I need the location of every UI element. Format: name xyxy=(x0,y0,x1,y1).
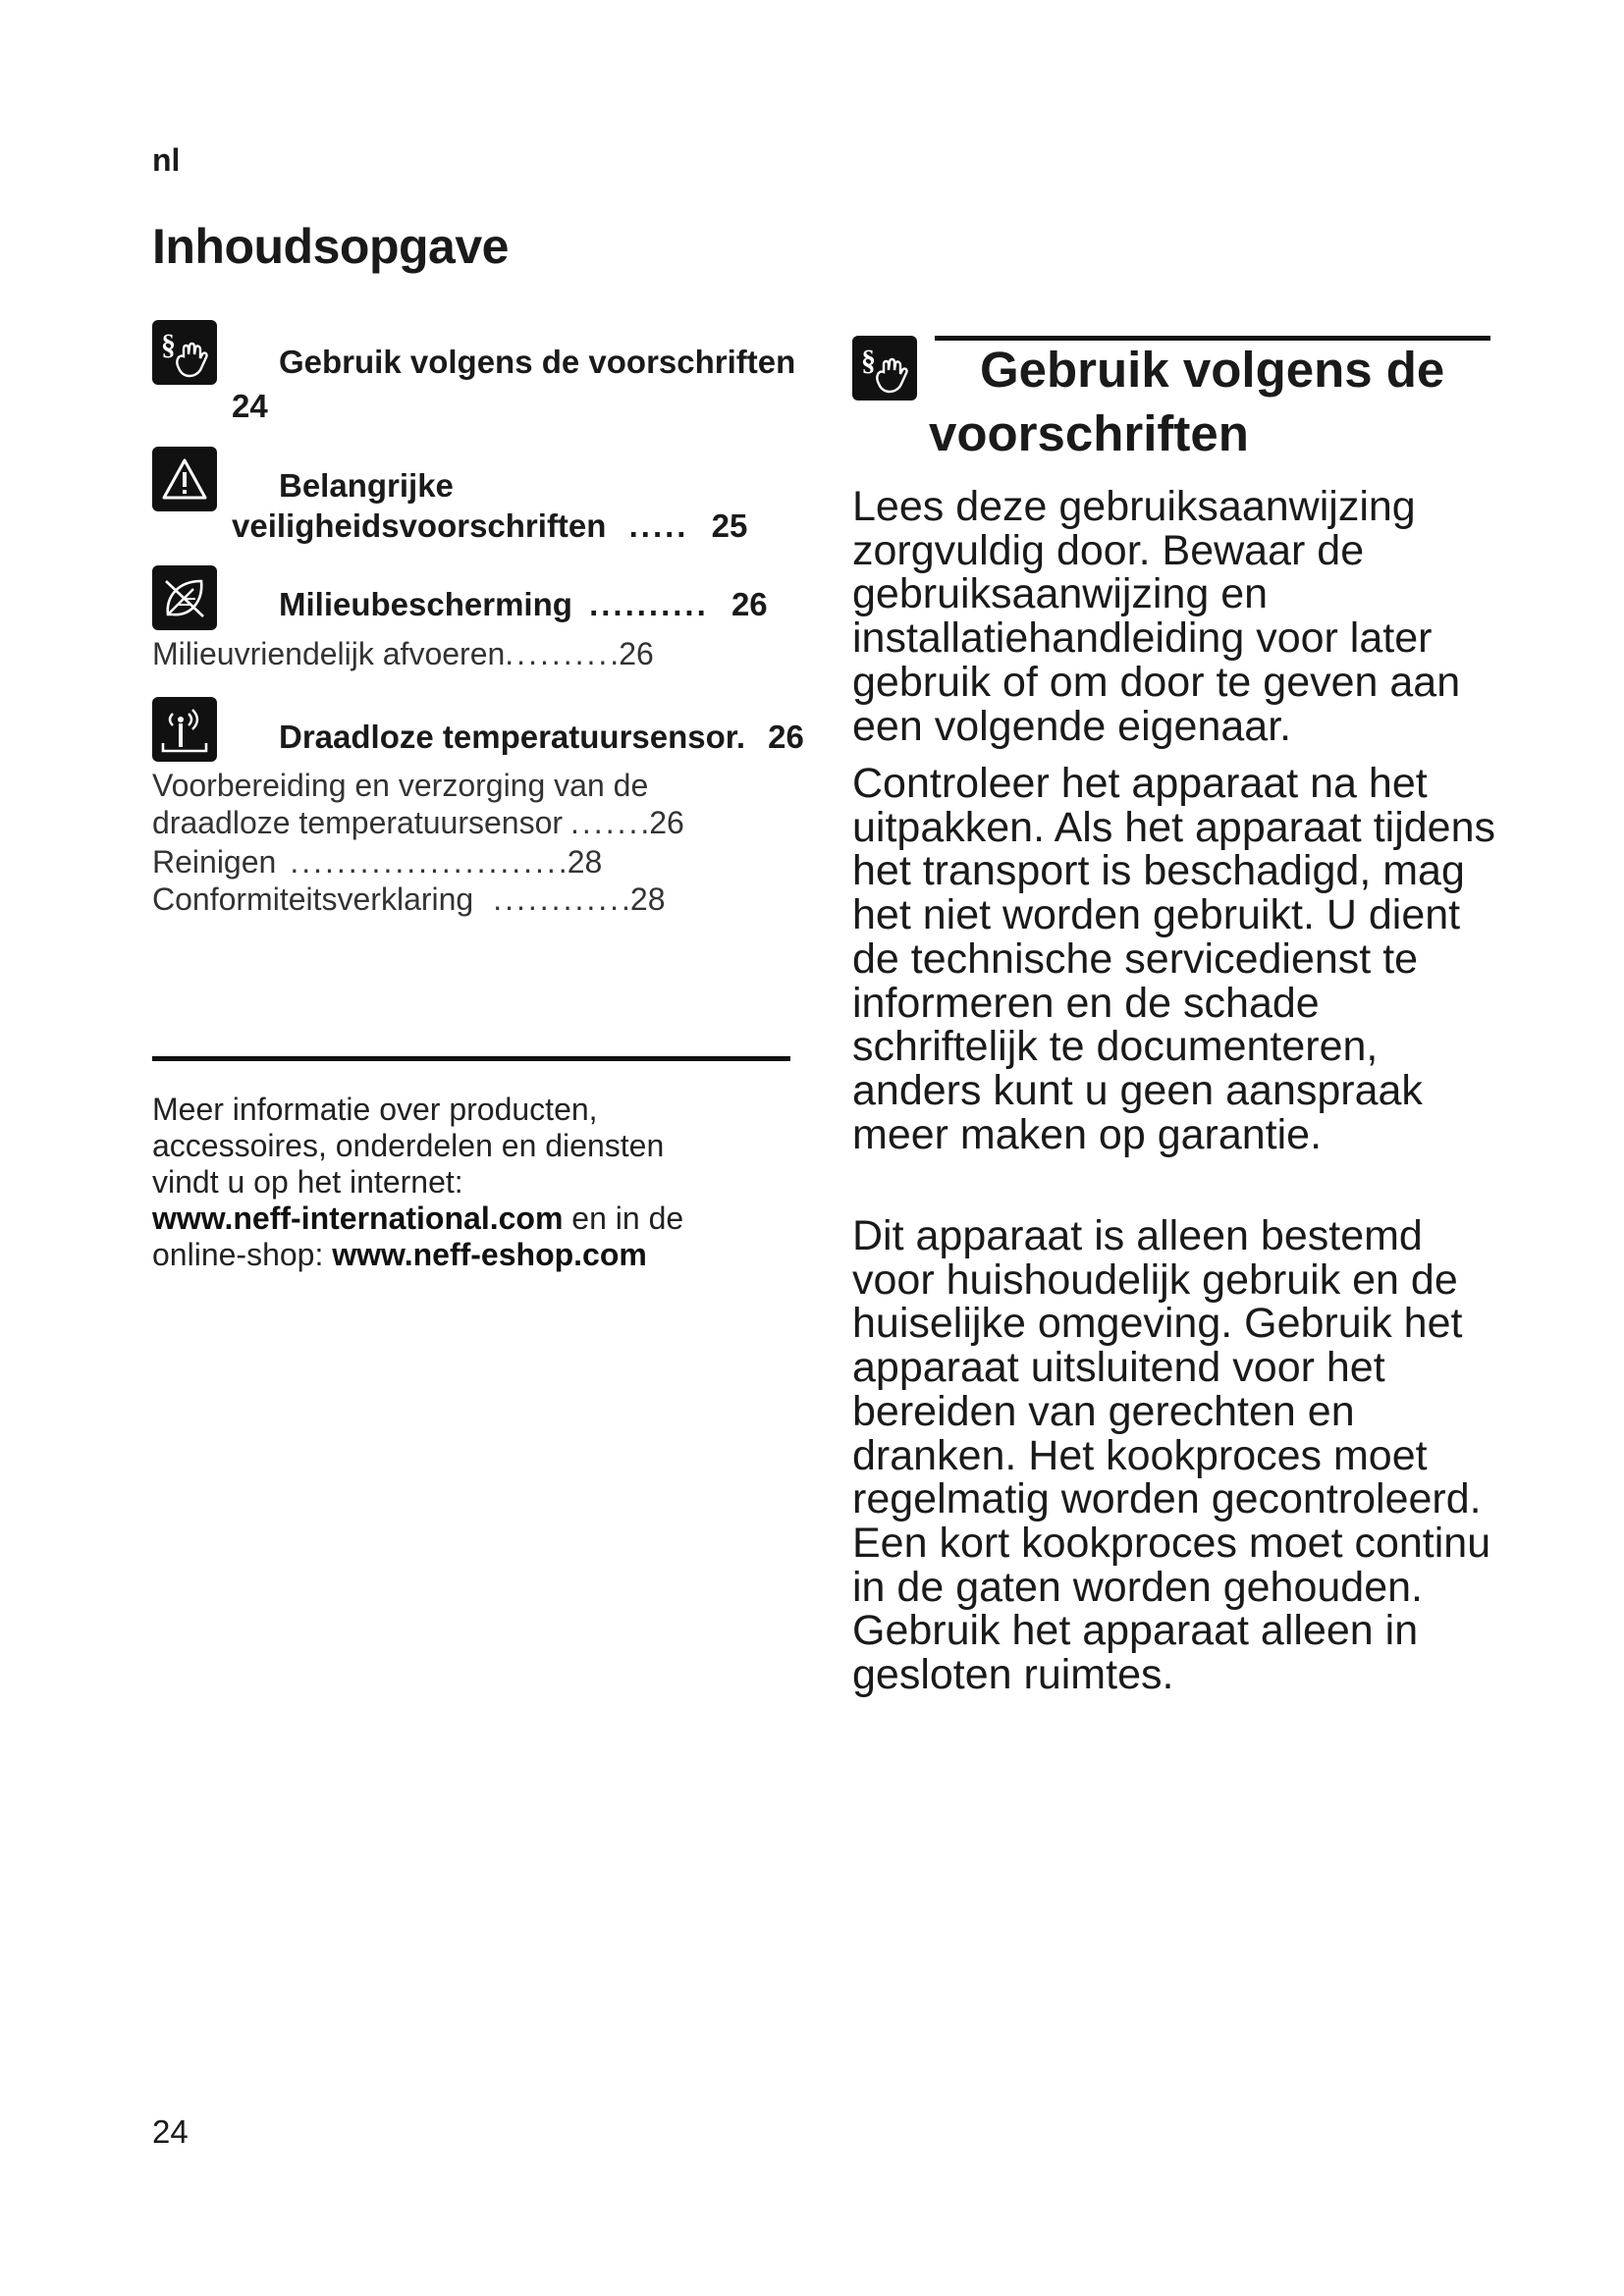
toc-entry-page: 26 xyxy=(768,719,804,755)
toc-entry-label: Draadloze temperatuursensor. xyxy=(279,719,745,755)
divider xyxy=(152,1056,790,1061)
language-code: nl xyxy=(152,142,181,178)
shop-link[interactable]: www.neff-eshop.com xyxy=(332,1237,647,1272)
toc-subentry-label: Reinigen xyxy=(152,844,277,880)
toc-subentry[interactable] xyxy=(152,881,666,918)
toc-leader: .......... xyxy=(589,586,709,622)
toc-subentry-page: .26 xyxy=(640,805,684,840)
toc-subentry-label: Conformiteitsverklaring xyxy=(152,881,474,917)
toc-subentry[interactable] xyxy=(152,844,602,881)
warning-triangle-icon xyxy=(152,447,217,511)
toc-subentry-line1[interactable]: Voorbereiding en verzorging van de xyxy=(152,768,649,803)
toc-subentry-page: .26 xyxy=(610,636,654,671)
toc-subentry-page: .28 xyxy=(558,844,603,880)
wireless-sensor-icon xyxy=(152,697,217,762)
toc-entry-title-line2[interactable] xyxy=(232,507,747,545)
info-line: Meer informatie over producten, xyxy=(152,1092,598,1127)
info-shop-prefix: online-shop: xyxy=(152,1237,333,1272)
toc-entry-title[interactable] xyxy=(279,719,804,756)
toc-subentry-label: draadloze temperatuursensor xyxy=(152,805,564,840)
toc-subentry-label: Milieuvriendelijk afvoeren xyxy=(152,636,506,671)
toc-leader: ..... xyxy=(628,507,689,544)
info-text xyxy=(152,1092,781,1273)
paragraph-hand-icon xyxy=(152,320,217,385)
toc-leader: ......... xyxy=(505,636,611,671)
toc-subentry[interactable] xyxy=(152,805,684,841)
page-title: Inhoudsopgave xyxy=(152,219,509,274)
toc-entry-title[interactable] xyxy=(279,586,768,623)
section-body xyxy=(852,485,1500,748)
body-paragraph: Lees deze gebruiksaanwijzing zorgvuldig door. Bewaar de gebruiksaanwijzing en installatiehandleiding voor later gebruik of om door te geven aan een volgende eigenaar. xyxy=(852,483,1461,750)
body-paragraph: Dit apparaat is alleen bestemd voor huishoudelijk gebruik en de huiselijke omgeving. Gebruik het apparaat uitsluitend voor het bereiden van gerechten en dranken. Het kookproces moet regelmatig worden gecontroleerd. Een kort kookproces moet continu in de gaten worden gehouden. Gebruik het apparaat alleen in gesloten ruimtes. xyxy=(852,1212,1491,1699)
section-heading-line2: voorschriften xyxy=(929,405,1249,461)
toc-entry-title-line1[interactable]: Belangrijke xyxy=(279,467,454,504)
toc-entry-label: Milieubescherming xyxy=(279,586,572,622)
toc-leader: ...... xyxy=(570,805,641,840)
toc-subentry-page: .28 xyxy=(622,881,666,917)
toc-entry-title[interactable]: Gebruik volgens de voorschriften xyxy=(279,344,796,380)
toc-leader: ........... xyxy=(493,881,623,917)
body-paragraph: Controleer het apparaat na het uitpakken. Als het apparaat tijdens het transport is beschadigd, mag het niet worden gebruikt. U dient de technische servicedienst te informeren en de schade schriftelijk te documenteren, anders kunt u geen aanspraak meer maken op garantie. xyxy=(852,760,1495,1158)
section-heading-line1: Gebruik volgens de xyxy=(980,342,1445,398)
page-number: 24 xyxy=(152,2113,189,2150)
toc-entry-label: veiligheidsvoorschriften xyxy=(232,507,607,544)
toc-entry-page: 25 xyxy=(711,507,748,544)
section-body xyxy=(852,762,1500,1156)
paragraph-hand-icon xyxy=(852,336,917,400)
toc-subentry[interactable] xyxy=(152,636,654,672)
info-connector: en in de xyxy=(563,1201,684,1236)
toc-leader: ....................... xyxy=(290,844,559,880)
svg-text:§: § xyxy=(161,329,176,361)
svg-text:§: § xyxy=(861,345,876,377)
info-line: vindt u op het internet: xyxy=(152,1164,463,1200)
info-line: accessoires, onderdelen en diensten xyxy=(152,1128,665,1163)
toc-entry-page: 26 xyxy=(731,586,768,622)
website-link[interactable]: www.neff-international.com xyxy=(152,1201,564,1236)
leaf-icon xyxy=(152,565,217,630)
section-body xyxy=(852,1214,1500,1697)
toc-entry-page: 24 xyxy=(232,388,268,424)
